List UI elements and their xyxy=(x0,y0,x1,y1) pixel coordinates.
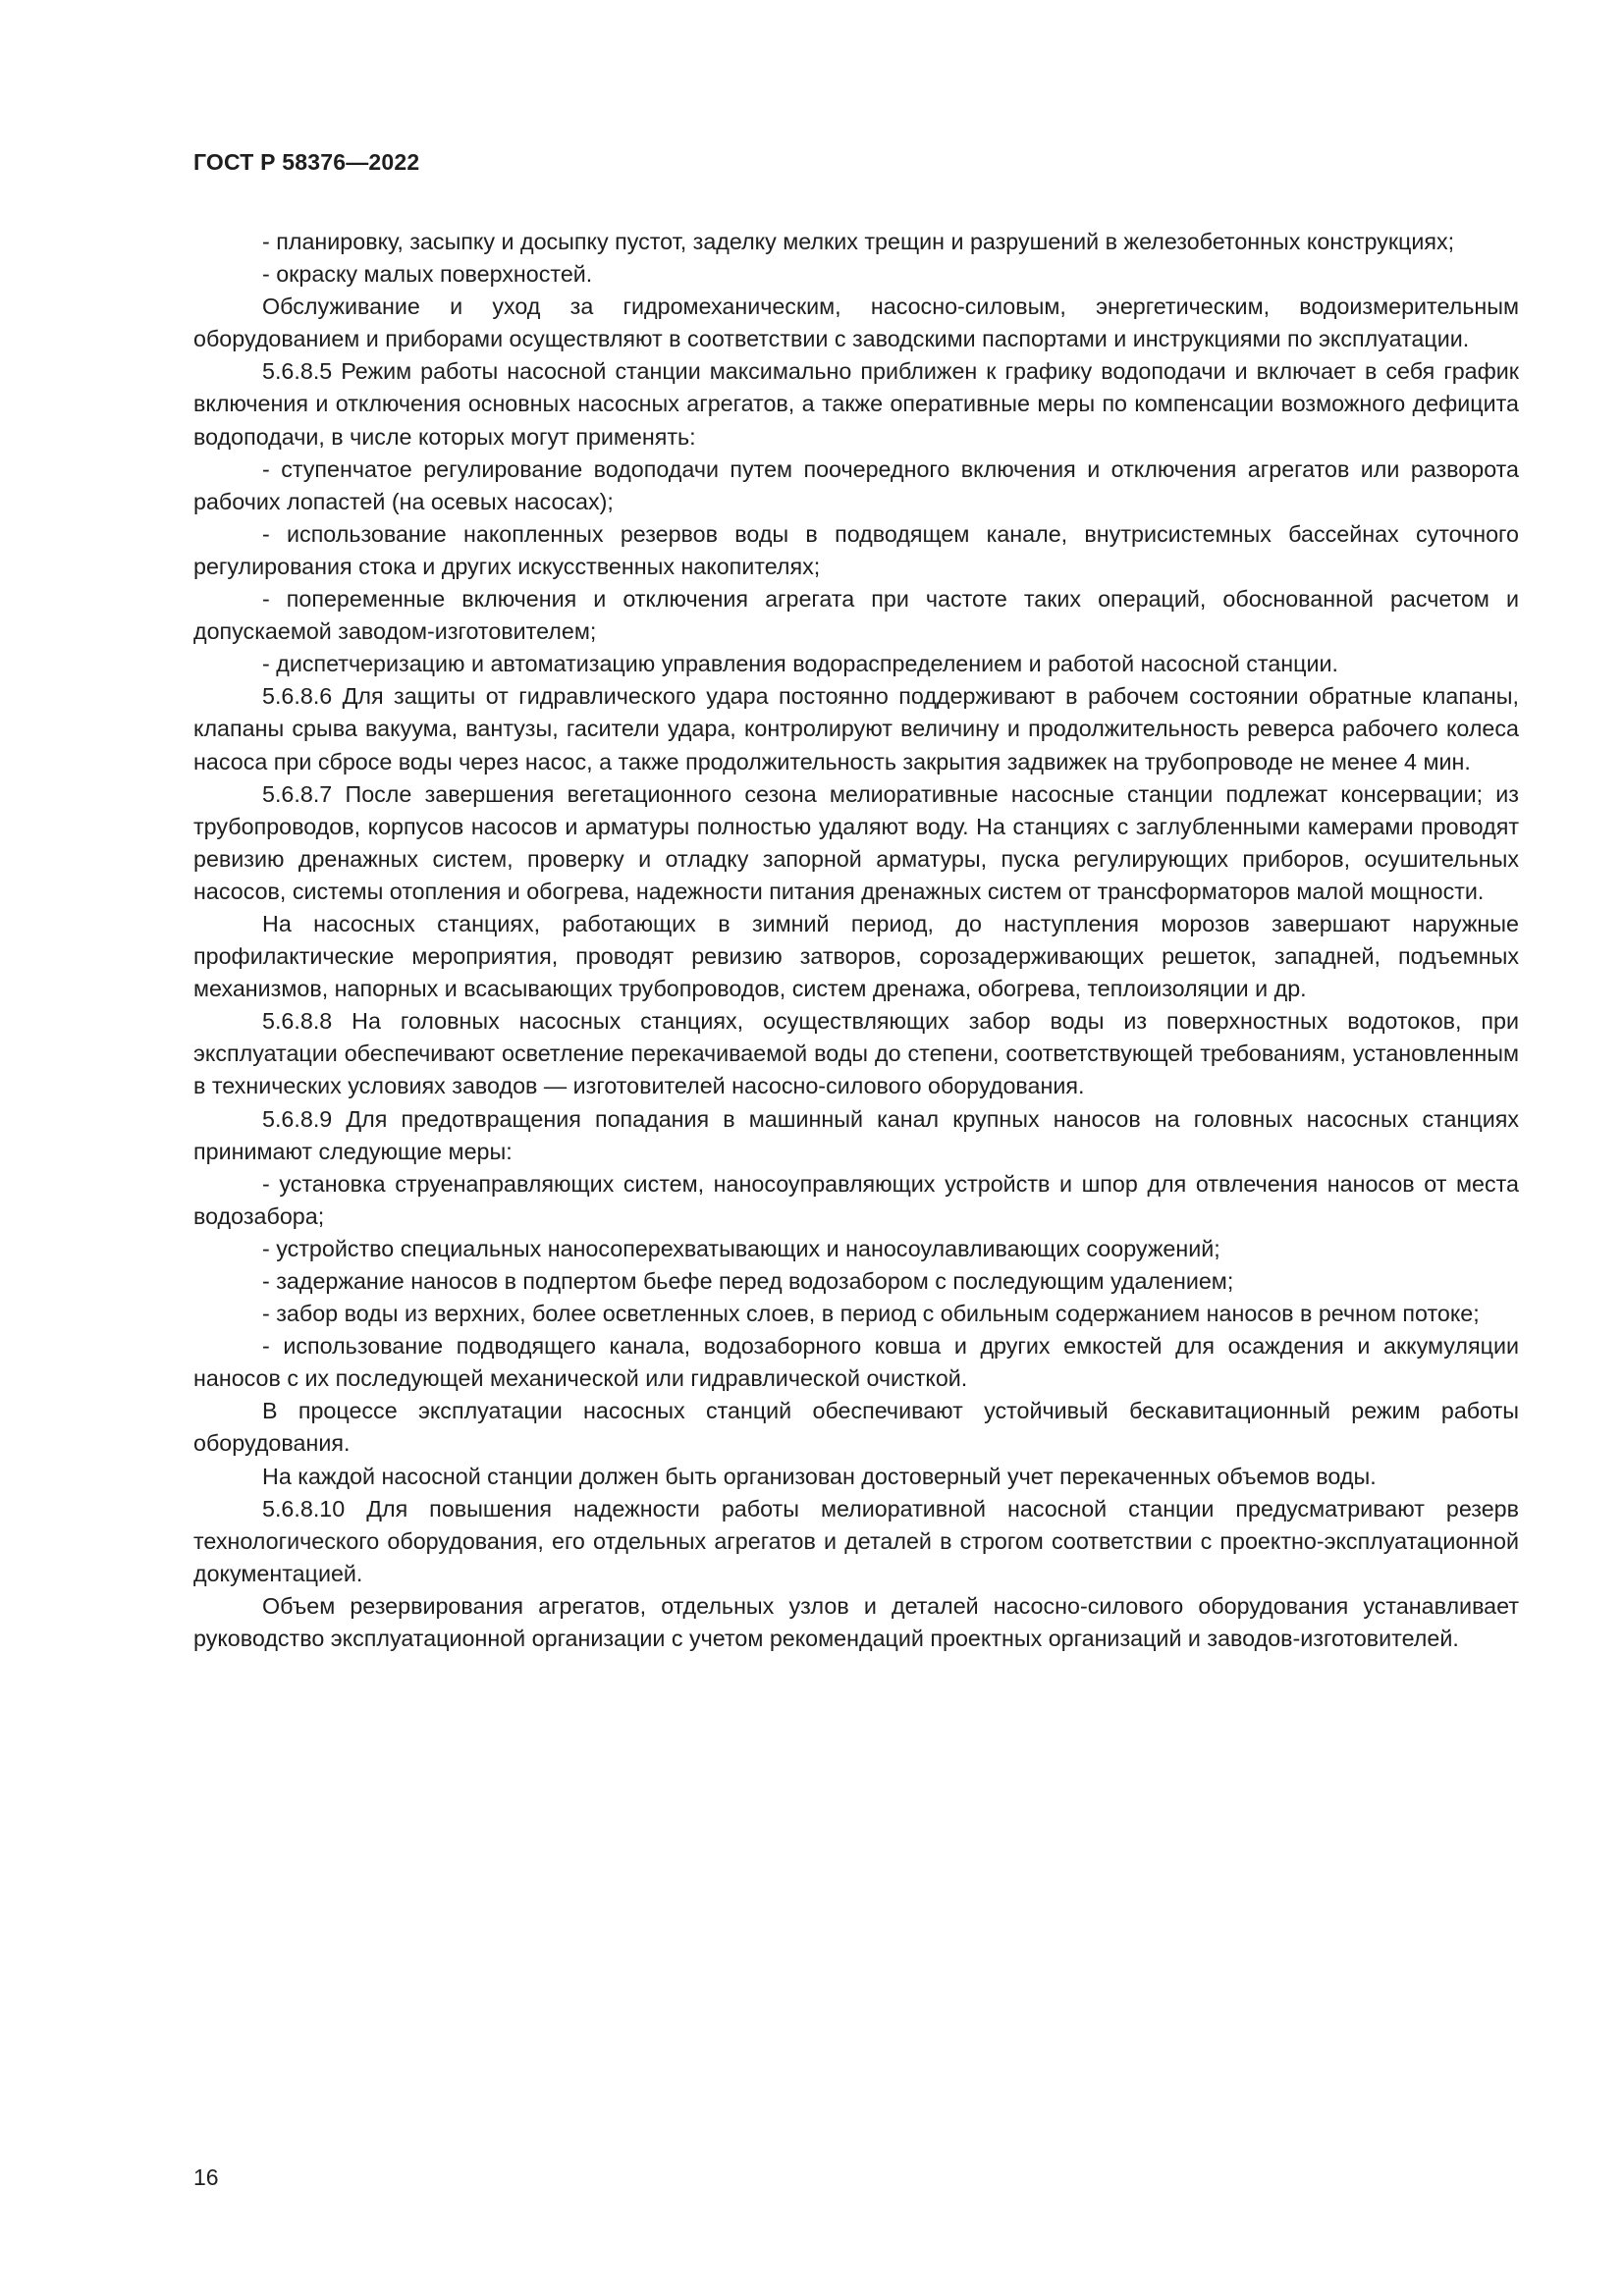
paragraph: 5.6.8.9 Для предотвращения попадания в машинный канал крупных наносов на головных насосных станциях принимают следующие меры: xyxy=(193,1105,1519,1164)
paragraph: Обслуживание и уход за гидромеханическим, насосно-силовым, энергетическим, водоизмерительным оборудованием и приборами осуществляют в соответствии с заводскими паспортами и инструкциями по эксплуатации. xyxy=(193,294,1519,352)
paragraph: 5.6.8.6 Для защиты от гидравлического удара постоянно поддерживают в рабочем состоянии обратные клапаны, клапаны срыва вакуума, вантузы, гасители удара, контролируют величину и продолжительность реверса рабочего колеса насоса при сбросе воды через насос, а также продолжительность закрытия задвижек на трубопроводе не менее 4 мин. xyxy=(193,683,1519,774)
paragraph: 5.6.8.7 После завершения вегетационного сезона мелиоративные насосные станции подлежат консервации; из трубопроводов, корпусов насосов и арматуры полностью удаляют воду. На станциях с заглубленными камерами проводят ревизию дренажных систем, проверку и отладку запорной арматуры, пуска регулирующих приборов, осушительных насосов, системы отопления и обогрева, надежности питания дренажных систем от трансформаторов малой мощности. xyxy=(193,780,1519,904)
document-header: ГОСТ Р 58376—2022 xyxy=(193,149,420,175)
paragraph: - попеременные включения и отключения агрегата при частоте таких операций, обоснованной расчетом и допускаемой заводом-изготовителем; xyxy=(193,586,1519,645)
paragraph: - установка струенаправляющих систем, наносоуправляющих устройств и шпор для отвлечения наносов от места водозабора; xyxy=(193,1170,1519,1229)
paragraph: На каждой насосной станции должен быть организован достоверный учет перекаченных объемов воды. xyxy=(262,1463,1377,1489)
paragraph: 5.6.8.10 Для повышения надежности работы мелиоративной насосной станции предусматривают резерв технологического оборудования, его отдельных агрегатов и деталей в строгом соответствии с проектно-эксплуатационной документацией. xyxy=(193,1495,1519,1586)
paragraph: - окраску малых поверхностей. xyxy=(262,261,593,288)
paragraph: 5.6.8.8 На головных насосных станциях, осуществляющих забор воды из поверхностных водотоков, при эксплуатации обеспечивают осветление перекачиваемой воды до степени, соответствующей требованиям, установленным в технических условиях заводов — изготовителей насосно-силового оборудования. xyxy=(193,1008,1519,1099)
paragraph: - ступенчатое регулирование водоподачи путем поочередного включения и отключения агрегатов или разворота рабочих лопастей (на осевых насосах); xyxy=(193,455,1519,514)
paragraph: - использование подводящего канала, водозаборного ковша и других емкостей для осаждения и аккумуляции наносов с их последующей механической или гидравлической очисткой. xyxy=(193,1333,1519,1392)
paragraph: - диспетчеризацию и автоматизацию управления водораспределением и работой насосной станции. xyxy=(262,651,1338,677)
paragraph: - забор воды из верхних, более осветленных слоев, в период с обильным содержанием наносов в речном потоке; xyxy=(262,1301,1480,1327)
paragraph: - задержание наносов в подпертом бьефе перед водозабором с последующим удалением; xyxy=(262,1268,1234,1294)
paragraph: Объем резервирования агрегатов, отдельных узлов и деталей насосно-силового оборудования устанавливает руководство эксплуатационной организации с учетом рекомендаций проектных организаций и заводов-изготовителей. xyxy=(193,1592,1519,1652)
paragraph: - использование накопленных резервов воды в подводящем канале, внутрисистемных бассейнах суточного регулирования стока и других искусственных накопителях; xyxy=(193,520,1519,579)
paragraph: 5.6.8.5 Режим работы насосной станции максимально приближен к графику водоподачи и включает в себя график включения и отключения основных насосных агрегатов, а также оперативные меры по компенсации возможного дефицита водоподачи, в числе которых могут применять: xyxy=(193,358,1519,450)
document-body xyxy=(193,226,1519,1655)
page-number: 16 xyxy=(193,2164,219,2190)
paragraph: - планировку, засыпку и досыпку пустот, заделку мелких трещин и разрушений в железобетонных конструкциях; xyxy=(262,229,1455,254)
paragraph: - устройство специальных наносоперехватывающих и наносоулавливающих сооружений; xyxy=(262,1235,1220,1261)
paragraph: На насосных станциях, работающих в зимний период, до наступления морозов завершают наружные профилактические мероприятия, проводят ревизию затворов, сорозадерживающих решеток, западней, подъемных механизмов, напорных и всасывающих трубопроводов, систем дренажа, обогрева, теплоизоляции и др. xyxy=(193,910,1519,1002)
paragraph: В процессе эксплуатации насосных станций обеспечивают устойчивый бескавитационный режим работы оборудования. xyxy=(193,1398,1519,1457)
